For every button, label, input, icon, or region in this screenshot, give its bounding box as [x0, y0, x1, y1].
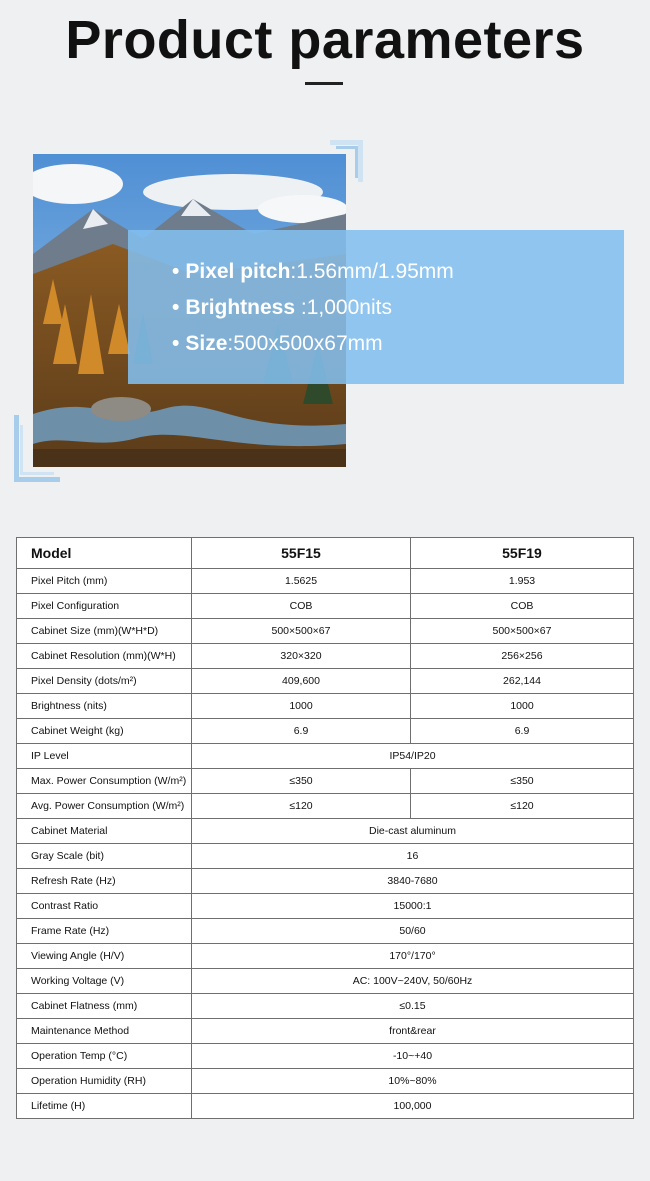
param-value-55f15: 6.9 [192, 719, 411, 744]
table-row [17, 719, 634, 744]
table-row [17, 569, 634, 594]
param-name: Cabinet Weight (kg) [17, 719, 192, 744]
table-row [17, 744, 634, 769]
param-name: Brightness (nits) [17, 694, 192, 719]
table-row [17, 819, 634, 844]
table-row [17, 1019, 634, 1044]
param-value-shared: AC: 100V~240V, 50/60Hz [192, 969, 634, 994]
param-name: Cabinet Material [17, 819, 192, 844]
highlights-box [128, 230, 624, 384]
table-row [17, 944, 634, 969]
param-name: Lifetime (H) [17, 1094, 192, 1119]
table-row [17, 794, 634, 819]
param-name: Pixel Configuration [17, 594, 192, 619]
param-name: Pixel Density (dots/m²) [17, 669, 192, 694]
table-row [17, 894, 634, 919]
param-value-shared: 15000:1 [192, 894, 634, 919]
param-name: Operation Temp (°C) [17, 1044, 192, 1069]
param-value-55f19: 1000 [411, 694, 634, 719]
param-name: Max. Power Consumption (W/m²) [17, 769, 192, 794]
param-value-55f15: ≤350 [192, 769, 411, 794]
header-55f15: 55F15 [192, 538, 411, 569]
table-row [17, 769, 634, 794]
param-name: Operation Humidity (RH) [17, 1069, 192, 1094]
highlight-pixel-pitch: • Pixel pitch:1.56mm/1.95mm [172, 260, 454, 283]
param-name: Refresh Rate (Hz) [17, 869, 192, 894]
table-row [17, 919, 634, 944]
table-row [17, 1069, 634, 1094]
param-value-55f15: 1000 [192, 694, 411, 719]
table-row [17, 869, 634, 894]
param-name: IP Level [17, 744, 192, 769]
header-model: Model [17, 538, 192, 569]
table-row [17, 844, 634, 869]
table-row [17, 594, 634, 619]
param-name: Cabinet Resolution (mm)(W*H) [17, 644, 192, 669]
param-name: Contrast Ratio [17, 894, 192, 919]
param-name: Pixel Pitch (mm) [17, 569, 192, 594]
page-title: Product parameters [65, 10, 585, 70]
bullet: • [172, 332, 180, 355]
param-name: Frame Rate (Hz) [17, 919, 192, 944]
param-value-55f15: 409,600 [192, 669, 411, 694]
table-header-row [17, 538, 634, 569]
table-row [17, 969, 634, 994]
header-55f19: 55F19 [411, 538, 634, 569]
param-value-shared: 16 [192, 844, 634, 869]
param-value-shared: front&rear [192, 1019, 634, 1044]
table-row [17, 619, 634, 644]
param-value-55f19: COB [411, 594, 634, 619]
param-value-55f19: ≤350 [411, 769, 634, 794]
param-name: Gray Scale (bit) [17, 844, 192, 869]
table-row [17, 1044, 634, 1069]
highlight-brightness: • Brightness :1,000nits [172, 296, 392, 319]
table-row [17, 644, 634, 669]
param-name: Viewing Angle (H/V) [17, 944, 192, 969]
param-value-55f15: 320×320 [192, 644, 411, 669]
param-value-shared: 50/60 [192, 919, 634, 944]
param-value-55f19: 256×256 [411, 644, 634, 669]
param-value-shared: ≤0.15 [192, 994, 634, 1019]
table-row [17, 669, 634, 694]
param-value-55f19: 1.953 [411, 569, 634, 594]
param-value-55f19: ≤120 [411, 794, 634, 819]
param-value-shared: 10%~80% [192, 1069, 634, 1094]
param-value-55f15: 500×500×67 [192, 619, 411, 644]
table-row [17, 694, 634, 719]
param-name: Maintenance Method [17, 1019, 192, 1044]
param-value-55f19: 500×500×67 [411, 619, 634, 644]
param-value-55f15: 1.5625 [192, 569, 411, 594]
table-row [17, 1094, 634, 1119]
bullet: • [172, 296, 180, 319]
param-name: Avg. Power Consumption (W/m²) [17, 794, 192, 819]
spec-table [16, 537, 634, 1119]
param-value-shared: 170°/170° [192, 944, 634, 969]
title-underline [305, 82, 343, 85]
param-value-shared: 100,000 [192, 1094, 634, 1119]
param-value-55f15: ≤120 [192, 794, 411, 819]
param-name: Cabinet Flatness (mm) [17, 994, 192, 1019]
bullet: • [172, 260, 180, 283]
table-row [17, 994, 634, 1019]
param-value-55f19: 262,144 [411, 669, 634, 694]
param-value-shared: Die-cast aluminum [192, 819, 634, 844]
param-value-shared: -10~+40 [192, 1044, 634, 1069]
param-value-shared: IP54/IP20 [192, 744, 634, 769]
param-name: Working Voltage (V) [17, 969, 192, 994]
param-value-55f15: COB [192, 594, 411, 619]
param-value-55f19: 6.9 [411, 719, 634, 744]
param-name: Cabinet Size (mm)(W*H*D) [17, 619, 192, 644]
param-value-shared: 3840-7680 [192, 869, 634, 894]
highlight-size: • Size:500x500x67mm [172, 332, 383, 355]
